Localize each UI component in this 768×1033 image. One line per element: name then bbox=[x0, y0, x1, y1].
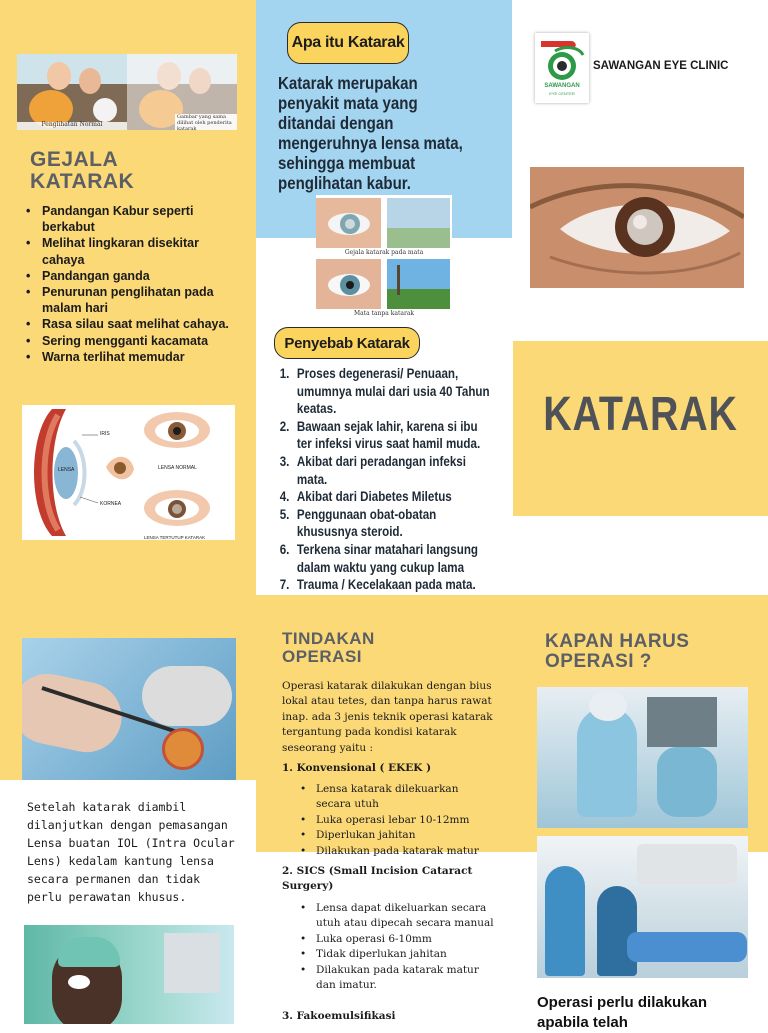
list-item: • Sering mengganti kacamata bbox=[22, 333, 237, 349]
list-item: 5. Penggunaan obat-obatan khususnya steroid. bbox=[279, 506, 437, 540]
list-item: • Tidak diperlukan jahitan bbox=[296, 947, 496, 962]
kornea-label: KORNEA bbox=[100, 501, 122, 507]
list-item: 7. Trauma / Kecelakaan pada mata. bbox=[279, 577, 476, 593]
list-item: • Dilakukan pada katarak matur bbox=[296, 844, 496, 859]
lensa-keruh-label: LENSA TERTUTUP KATARAK bbox=[144, 535, 206, 540]
surgeon-microscope-photo bbox=[537, 687, 748, 828]
list-item: • Pandangan Kabur seperti berkabut bbox=[22, 203, 237, 235]
konvensional-list bbox=[296, 782, 496, 859]
iol-text: Setelah katarak diambil dilanjutkan dengan pemasangan Lensa buatan IOL (Intra Ocular Lens) kedalam kantung lensa secara permanen dan tidak perlu perawatan khusus. bbox=[27, 800, 235, 904]
patient-surgery-photo bbox=[24, 925, 234, 1024]
penyebab-katarak-heading: Penyebab Katarak bbox=[274, 327, 420, 359]
katarak-title: KATARAK bbox=[543, 388, 738, 441]
apa-itu-katarak-heading: Apa itu Katarak bbox=[287, 22, 409, 64]
list-item: • Pandangan ganda bbox=[22, 268, 237, 284]
lensa-normal-label: LENSA NORMAL bbox=[158, 465, 197, 471]
lensa-label: LENSA bbox=[58, 467, 75, 473]
kapan-operasi-title: KAPAN HARUS OPERASI ? bbox=[545, 631, 690, 672]
operasi-intro: Operasi katarak dilakukan dengan bius lokal atau tetes, dan tanpa harus rawat inap. ada 3 jenis teknik operasi katarak tergantung pada kondisi katarak seseorang yaitu : bbox=[282, 680, 493, 754]
list-item: • Luka operasi 6-10mm bbox=[296, 932, 496, 947]
sics-title: 2. SICS (Small Incision Cataract Surgery) bbox=[282, 865, 473, 893]
list-item: • Melihat lingkaran disekitar cahaya bbox=[22, 235, 237, 267]
cataract-vision-photo bbox=[127, 54, 237, 130]
eye-cross-section-illustration bbox=[22, 405, 235, 540]
cataract-symptom-caption: Gejala katarak pada mata bbox=[344, 249, 424, 256]
list-item: • Lensa katarak dilekuarkan secara utuh bbox=[296, 782, 496, 813]
penyebab-list bbox=[278, 365, 493, 594]
surgery-closeup-photo bbox=[22, 638, 236, 780]
cataract-eye-closeup bbox=[530, 167, 744, 288]
list-item: • Lensa dapat dikeluarkan secara utuh atau dipecah secara manual bbox=[296, 901, 496, 932]
list-item: • Rasa silau saat melihat cahaya. bbox=[22, 316, 237, 332]
normal-eye-photo bbox=[316, 259, 381, 309]
list-item: 3. Akibat dari peradangan infeksi mata. bbox=[279, 453, 466, 487]
list-item: 4. Akibat dari Diabetes Miletus bbox=[279, 489, 452, 505]
list-item: • Penurunan penglihatan pada malam hari bbox=[22, 284, 237, 316]
fako-title: 3. Fakoemulsifikasi bbox=[282, 1010, 396, 1022]
no-cataract-caption: Mata tanpa katarak bbox=[353, 310, 415, 317]
cataract-eye-photo bbox=[316, 198, 381, 248]
sics-list bbox=[296, 901, 496, 993]
konvensional-title: 1. Konvensional ( EKEK ) bbox=[282, 762, 432, 774]
logo-subtext: EYE CENTER bbox=[549, 91, 575, 96]
eye-anatomy-diagram bbox=[22, 405, 235, 540]
operating-room-photo bbox=[537, 836, 748, 978]
logo-text: SAWANGAN bbox=[544, 83, 580, 89]
list-item: • Luka operasi lebar 10-12mm bbox=[296, 813, 496, 828]
gejala-list bbox=[22, 203, 237, 365]
cataract-vision-caption: Gambar yang sama dilihat oleh penderita katarak bbox=[177, 114, 232, 130]
list-item: • Dilakukan pada katarak matur dan imatur. bbox=[296, 963, 496, 994]
clinic-logo bbox=[535, 33, 589, 103]
blurry-beach-photo bbox=[387, 198, 450, 248]
kapan-callout: Operasi perlu dilakukan apabila telah bbox=[537, 994, 708, 1031]
normal-vision-photo bbox=[17, 54, 127, 130]
clinic-name: SAWANGAN EYE CLINIC bbox=[593, 60, 729, 72]
clear-beach-photo bbox=[387, 259, 450, 309]
normal-vision-caption: Penglihatan Normal bbox=[41, 121, 103, 128]
gejala-title: GEJALA KATARAK bbox=[30, 148, 135, 194]
list-item: • Diperlukan jahitan bbox=[296, 828, 496, 843]
list-item: 2. Bawaan sejak lahir, karena si ibu ter infeksi virus saat hamil muda. bbox=[279, 418, 481, 452]
eye-comparison-figure bbox=[316, 195, 452, 319]
list-item: 1. Proses degenerasi/ Penuaan, umumnya mulai dari usia 40 Tahun keatas. bbox=[279, 366, 490, 417]
apa-itu-katarak-text: Katarak merupakan penyakit mata yang ditandai dengan mengeruhnya lensa mata, sehingga membuat penglihatan kabur. bbox=[278, 73, 463, 193]
list-item: 6. Terkena sinar matahari langsung dalam waktu yang cukup lama bbox=[279, 541, 479, 575]
list-item: • Warna terlihat memudar bbox=[22, 349, 237, 365]
iris-label: IRIS bbox=[100, 431, 110, 437]
tindakan-operasi-title: TINDAKAN OPERASI bbox=[282, 629, 375, 666]
